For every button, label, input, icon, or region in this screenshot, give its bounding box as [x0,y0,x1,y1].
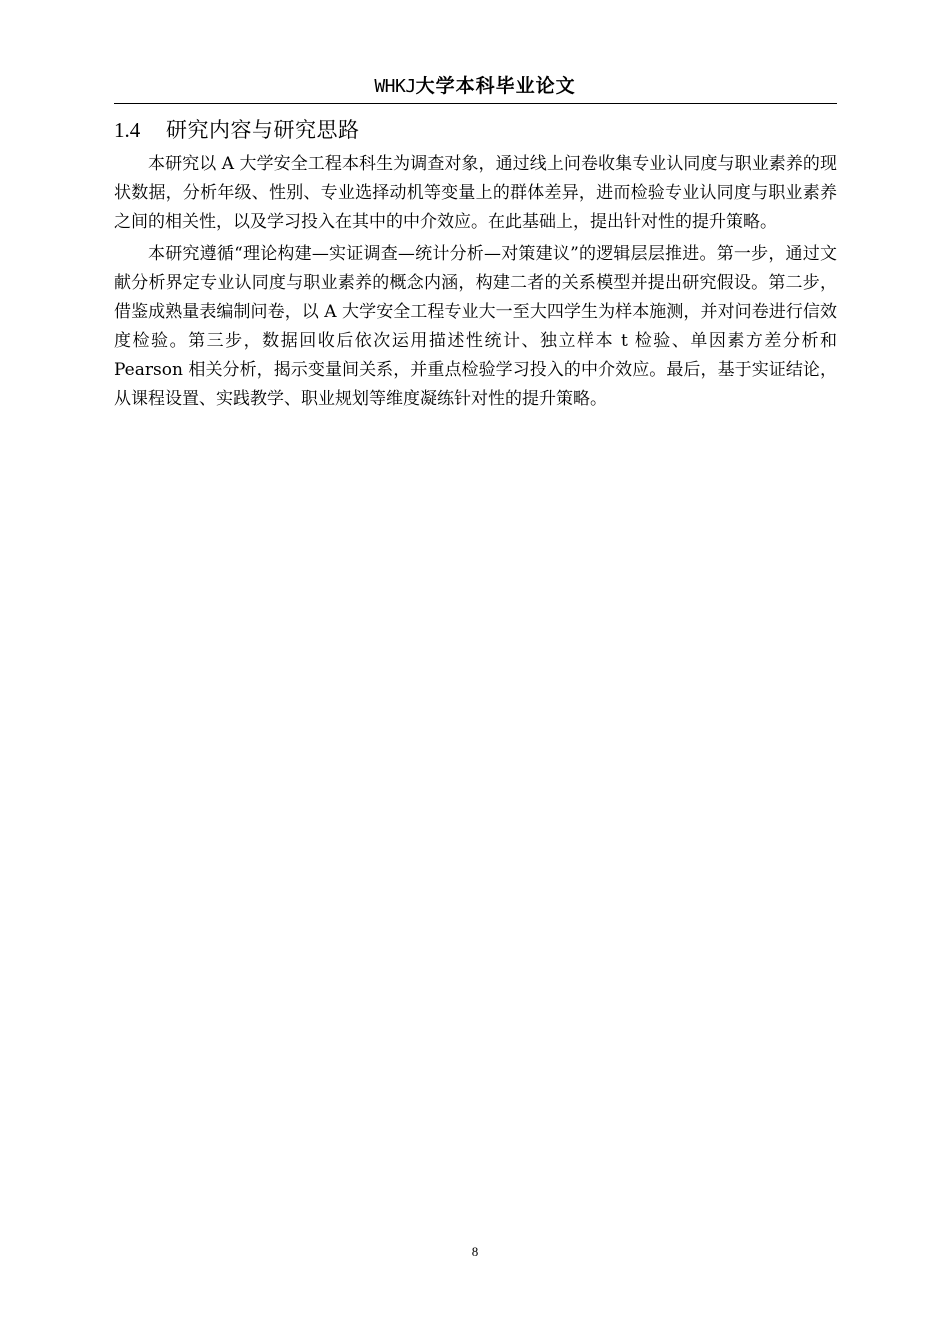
header-thesis-label: 大学本科毕业论文 [415,75,576,97]
paragraph-research-approach: 本研究遵循“理论构建—实证调查—统计分析—对策建议”的逻辑层层推进。第一步，通过文献分析界定专业认同度与职业素养的概念内涵，构建二者的关系模型并提出研究假设。第二步，借鉴成熟量表编制问卷，以 A 大学安全工程专业大一至大四学生为样本施测，并对问卷进行信效度检验。第三步，数据回收后依次运用描述性统计、独立样本 t 检验、单因素方差分析和 Pearson 相关分析，揭示变量间关系，并重点检验学习投入的中介效应。最后，基于实证结论，从课程设置、实践教学、职业规划等维度凝练针对性的提升策略。 [114,244,837,409]
page-number: 8 [471,1244,479,1259]
paragraph-research-content: 本研究以 A 大学安全工程本科生为调查对象，通过线上问卷收集专业认同度与职业素养的现状数据，分析年级、性别、专业选择动机等变量上的群体差异，进而检验专业认同度与职业素养之间的相关性，以及学习投入在其中的中介效应。在此基础上，提出针对性的提升策略。 [114,154,837,232]
section-heading [114,115,837,145]
header-divider [114,103,837,104]
body-text [114,150,837,417]
section-number: 1.4 [114,118,141,142]
page-header [0,72,950,101]
section-title: 研究内容与研究思路 [166,118,360,142]
header-school-code: WHKJ [374,76,416,97]
